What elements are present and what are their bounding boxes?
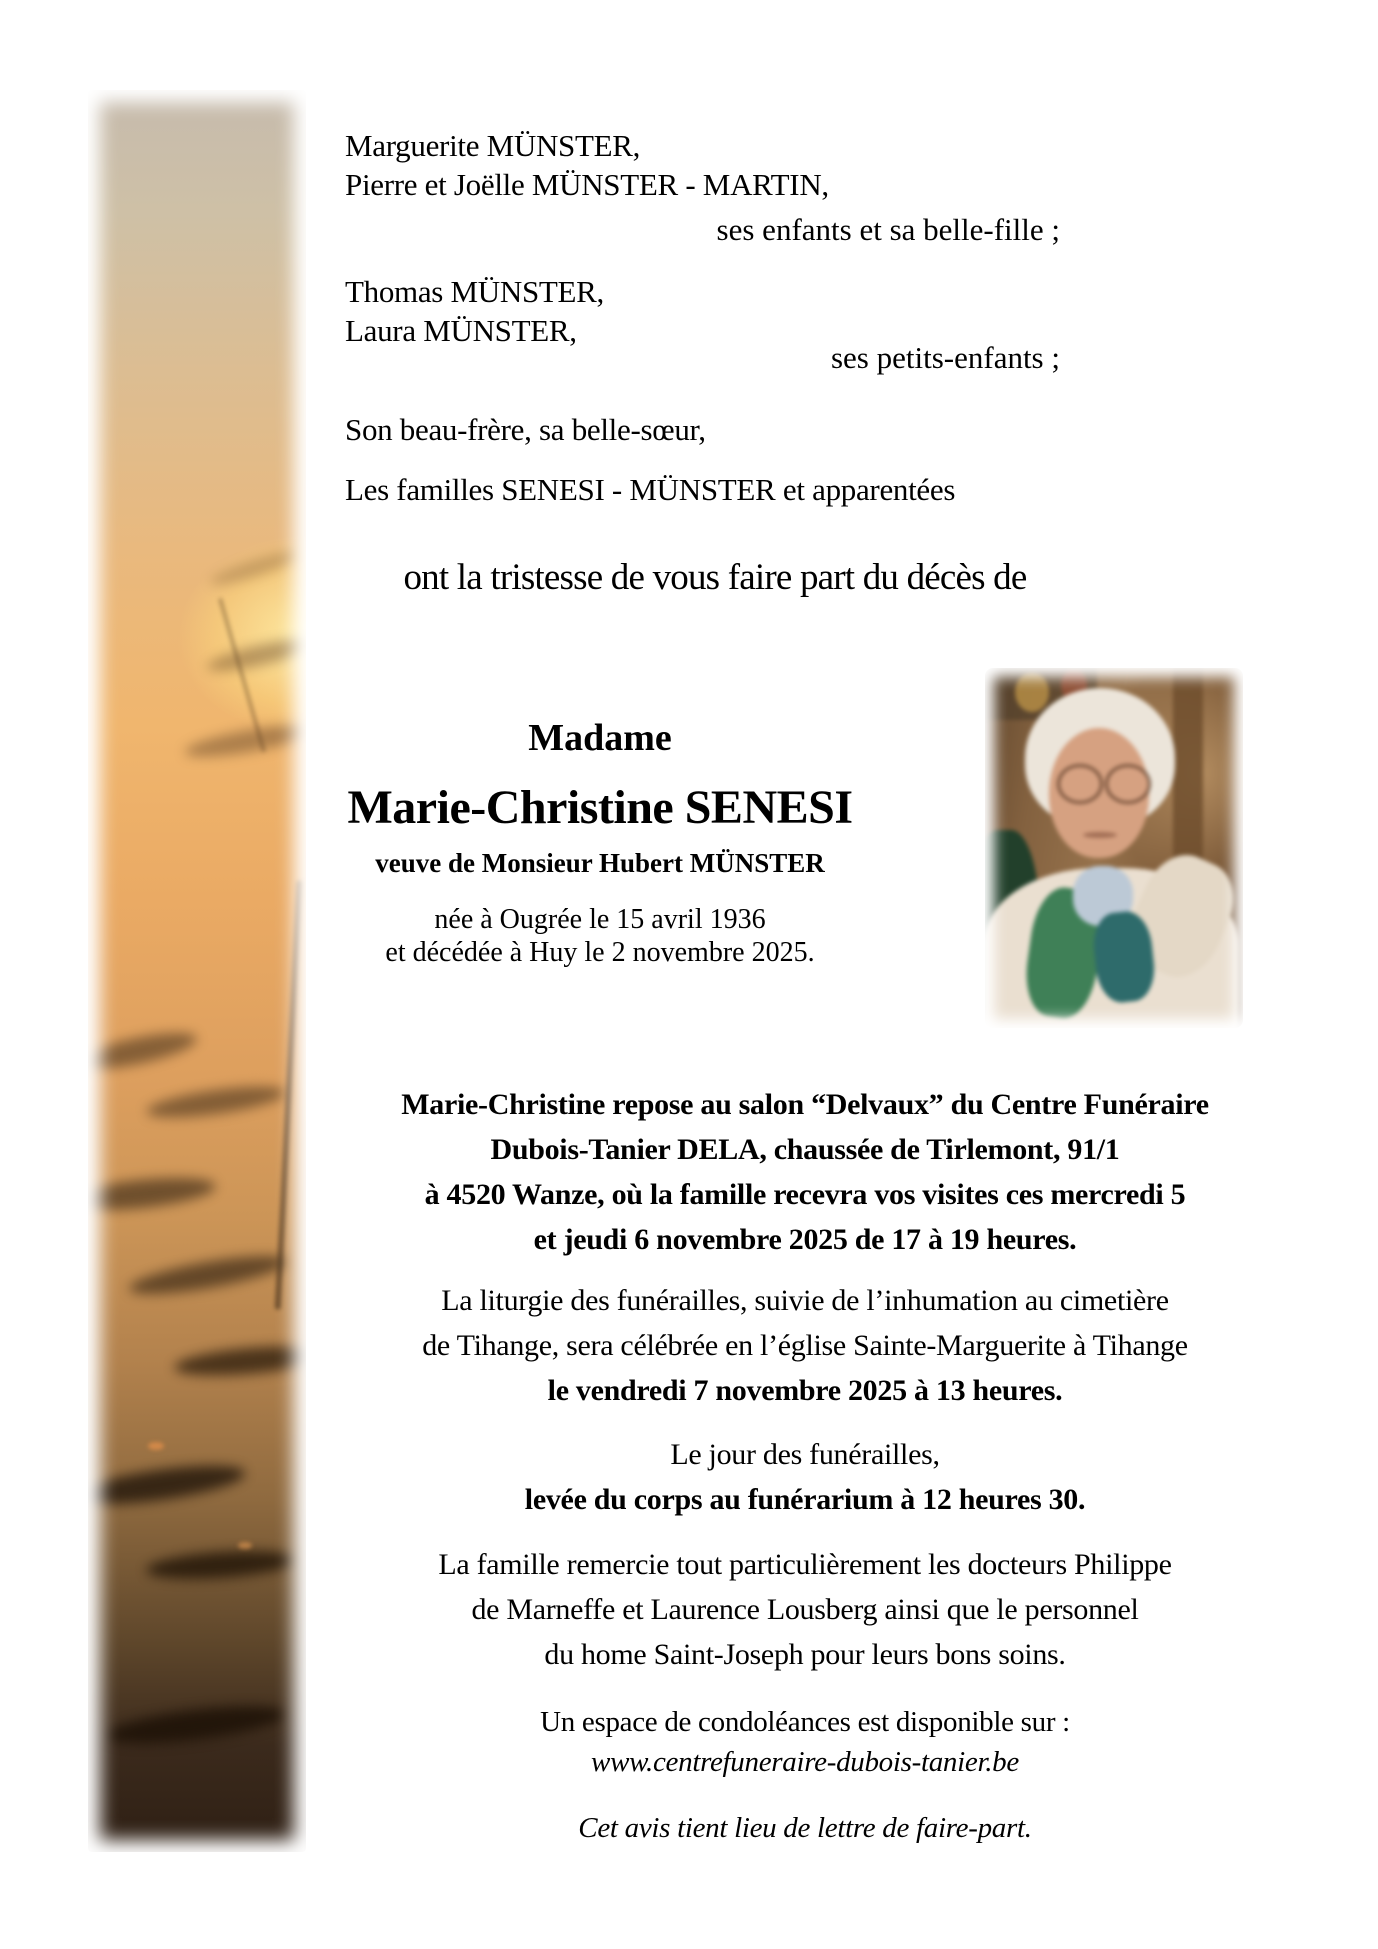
death-line: et décédée à Huy le 2 novembre 2025. [385, 937, 815, 968]
closing-line: Cet avis tient lieu de lettre de faire-part. [578, 1812, 1032, 1844]
family-group-children [345, 126, 829, 204]
visitation-paragraph [330, 1082, 1280, 1262]
sunset-grass-photo-strip [88, 90, 306, 1852]
portrait-photo [985, 668, 1243, 1028]
liturgy-line: de Tihange, sera célébrée en l’église Sainte-Marguerite à Tihange [422, 1329, 1188, 1362]
liturgy-paragraph [330, 1278, 1280, 1413]
visitation-line: à 4520 Wanze, où la famille recevra vos visites ces mercredi 5 [424, 1178, 1186, 1211]
thanks-line: de Marneffe et Laurence Lousberg ainsi que le personnel [471, 1593, 1139, 1626]
liturgy-line: La liturgie des funérailles, suivie de l’inhumation au cimetière [441, 1284, 1169, 1317]
visitation-line: Dubois-Tanier DELA, chaussée de Tirlemont, 91/1 [490, 1133, 1120, 1166]
widow-line: veuve de Monsieur Hubert MÜNSTER [375, 848, 825, 878]
family-inlaws-line: Son beau-frère, sa belle-sœur, [345, 412, 706, 447]
birth-line: née à Ougrée le 15 avril 1936 [434, 904, 766, 935]
relation-label-grandchildren: ses petits-enfants ; [830, 340, 1060, 375]
thanks-line: du home Saint-Joseph pour leurs bons soins. [544, 1638, 1066, 1671]
funeral-day-time-line: levée du corps au funérarium à 12 heures 30. [524, 1483, 1086, 1516]
funeral-day-paragraph [330, 1432, 1280, 1522]
condolences-line: Un espace de condoléances est disponible sur : [540, 1706, 1070, 1738]
family-name-line: Laura MÜNSTER, [345, 313, 577, 348]
visitation-line: Marie-Christine repose au salon “Delvaux” du Centre Funéraire [401, 1088, 1209, 1121]
deceased-name: Marie-Christine SENESI [347, 781, 853, 834]
condolences-url: www.centrefuneraire-dubois-tanier.be [591, 1746, 1019, 1778]
family-name-line: Pierre et Joëlle MÜNSTER - MARTIN, [345, 167, 829, 202]
strip-feathered-edge [86, 88, 308, 1854]
family-name-line: Thomas MÜNSTER, [345, 274, 605, 309]
photo-feathered-edge [983, 666, 1245, 1030]
announcement-intro-line: ont la tristesse de vous faire part du décès de [403, 557, 1027, 598]
visitation-line: et jeudi 6 novembre 2025 de 17 à 19 heures. [533, 1223, 1077, 1256]
thanks-line: La famille remercie tout particulièrement les docteurs Philippe [438, 1548, 1172, 1581]
birth-death-lines [310, 903, 890, 969]
relation-label-children: ses enfants et sa belle-fille ; [716, 212, 1060, 247]
condolences-block [330, 1702, 1280, 1782]
deceased-title: Madame [528, 717, 672, 759]
families-line: Les familles SENESI - MÜNSTER et apparentées [345, 472, 956, 507]
liturgy-date-line: le vendredi 7 novembre 2025 à 13 heures. [547, 1374, 1063, 1407]
funeral-day-line: Le jour des funérailles, [670, 1438, 940, 1471]
family-name-line: Marguerite MÜNSTER, [345, 128, 641, 163]
thanks-paragraph [330, 1542, 1280, 1677]
family-group-grandchildren [345, 272, 604, 350]
